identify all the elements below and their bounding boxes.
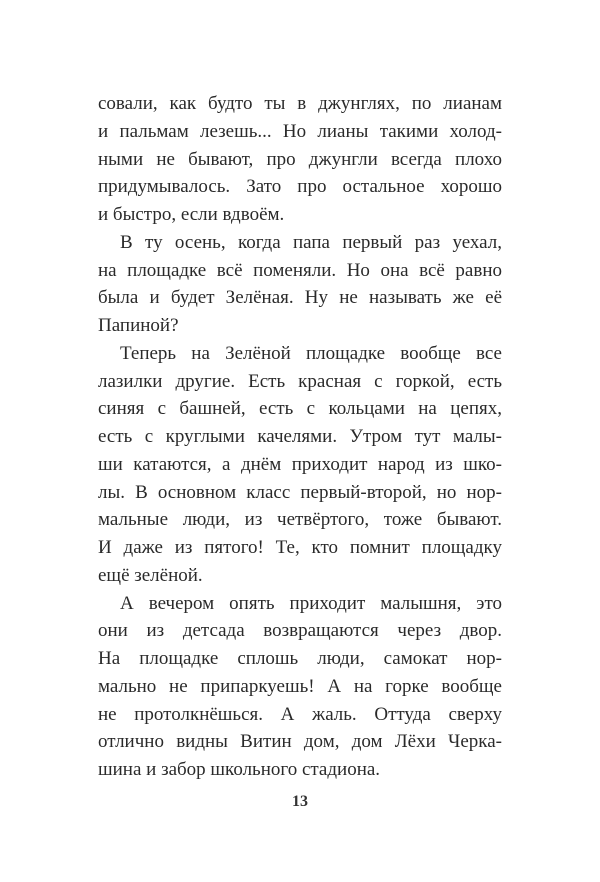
- text-line: шина и забор школьного стадиона.: [98, 759, 381, 780]
- text-line: ещё зелёной.: [98, 564, 203, 586]
- text-line: они из детсада возвращаются через двор.: [98, 620, 502, 642]
- text-line: синяя с башней, есть с кольцами на цепях,: [98, 398, 502, 420]
- text-line: и быстро, если вдвоём.: [98, 204, 285, 225]
- text-line: на площадке всё поменяли. Но она всё равно: [98, 259, 502, 281]
- text-line: Теперь на Зелёной площадке вообще все: [120, 342, 502, 364]
- text-line: придумывалось. Зато про остальное хорошо: [98, 176, 502, 198]
- text-line: мально не припаркуешь! А на горке вообще: [98, 675, 502, 697]
- text-line: совали, как будто ты в джунглях, по лианам: [98, 93, 502, 114]
- paragraph: [98, 90, 502, 229]
- body-text: [98, 90, 502, 784]
- paragraph: [98, 229, 502, 340]
- text-line: И даже из пятого! Те, кто помнит площадку: [98, 537, 502, 558]
- text-line: На площадке сплошь люди, самокат нор-: [98, 648, 502, 669]
- text-line: и пальмам лезешь... Но лианы такими холод-: [98, 120, 502, 142]
- page-number: 13: [292, 793, 308, 810]
- text-line: есть с круглыми качелями. Утром тут малы-: [98, 426, 502, 447]
- text-line: отлично видны Витин дом, дом Лёхи Черка-: [98, 731, 502, 753]
- text-line: лазилки другие. Есть красная с горкой, есть: [98, 370, 502, 392]
- text-line: Папиной?: [98, 315, 179, 336]
- text-line: была и будет Зелёная. Ну не называть же её: [98, 287, 502, 309]
- text-line: лы. В основном класс первый-второй, но нор-: [98, 481, 502, 503]
- paragraph: [98, 590, 502, 784]
- text-line: А вечером опять приходит малышня, это: [120, 592, 502, 614]
- text-line: ными не бывают, про джунгли всегда плохо: [98, 148, 502, 170]
- text-line: ши катаются, а днём приходит народ из шко-: [98, 453, 502, 475]
- text-line: мальные люди, из четвёртого, тоже бывают.: [98, 509, 502, 531]
- paragraph: [98, 340, 502, 590]
- text-line: не протолкнёшься. А жаль. Оттуда сверху: [98, 703, 502, 725]
- text-line: В ту осень, когда папа первый раз уехал,: [120, 231, 502, 253]
